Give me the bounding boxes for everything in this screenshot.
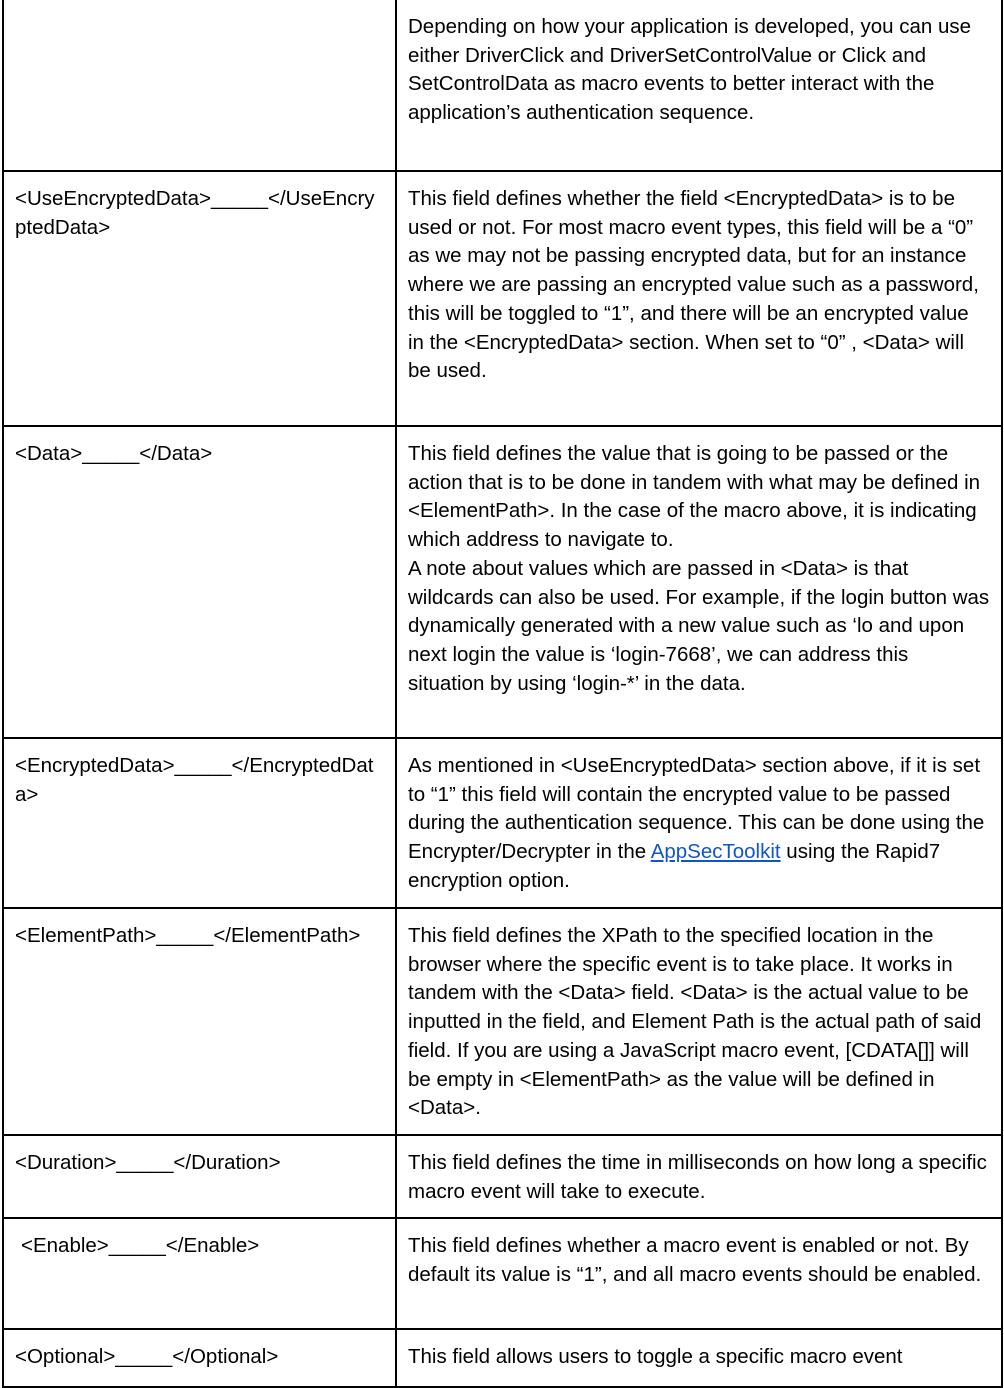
- field-description: This field allows users to toggle a specific macro event: [408, 1345, 903, 1368]
- table-row: [3, 1218, 1002, 1329]
- field-name: <EncryptedData>_____</EncryptedData>: [15, 754, 374, 806]
- table-row: [3, 738, 1002, 908]
- field-name-cell: [3, 1218, 396, 1329]
- field-description: This field defines the time in milliseconds on how long a specific macro event will take to execute.: [408, 1151, 987, 1203]
- macro-fields-table: [2, 0, 1003, 1388]
- table-row: [3, 1135, 1002, 1218]
- description-cell: [396, 738, 1002, 908]
- field-name-cell: [3, 1329, 396, 1387]
- field-name-cell: [3, 1135, 396, 1218]
- description-cell: [396, 1218, 1002, 1329]
- description-cell: [396, 0, 1002, 171]
- field-name: <Optional>_____</Optional>: [15, 1345, 279, 1368]
- field-description: This field defines whether a macro event is enabled or not. By default its value is “1”, and all macro events should be enabled.: [408, 1234, 982, 1286]
- description-cell: [396, 908, 1002, 1135]
- appsectoolkit-link[interactable]: AppSecToolkit: [650, 840, 781, 864]
- description-cell: [396, 426, 1002, 738]
- table-row: [3, 426, 1002, 738]
- table-row: [3, 0, 1002, 171]
- field-description-note: A note about values which are passed in <Data> is that wildcards can also be used. For example, if the login button was dynamically generated with a new value such as ‘lo and upon next login the value is ‘login-7668’, we can address this situation by using ‘login-*’ in the data.: [408, 556, 990, 695]
- field-name: <ElementPath>_____</ElementPath>: [15, 924, 361, 947]
- field-name: <Duration>_____</Duration>: [15, 1151, 281, 1174]
- field-name: <Data>_____</Data>: [15, 442, 213, 465]
- table-row: [3, 171, 1002, 426]
- field-name-cell: [3, 908, 396, 1135]
- description-cell: [396, 1329, 1002, 1387]
- field-description-tail: using the Rapid7 encryption option.: [408, 840, 941, 892]
- description-cell: [396, 171, 1002, 426]
- field-description: This field defines the XPath to the specified location in the browser where the specific event is to take place. It works in tandem with the <Data> field. <Data> is the actual value to be inputted in the field, and Element Path is the actual path of said field. If you are using a JavaScript macro event, [CDATA[]] will be empty in <ElementPath> as the value will be defined in <Data>.: [408, 924, 982, 1120]
- description-cell: [396, 1135, 1002, 1218]
- field-name: <Enable>_____</Enable>: [21, 1234, 260, 1257]
- field-name-cell: [3, 0, 396, 171]
- field-description: As mentioned in <UseEncryptedData> section above, if it is set to “1” this field will contain the encrypted value to be passed during the authentication sequence. This can be done using the Encrypter/Decrypter in the: [408, 754, 985, 864]
- field-name: <UseEncryptedData>_____</UseEncryptedData>: [15, 187, 375, 239]
- field-name-cell: [3, 738, 396, 908]
- field-description: This field defines the value that is going to be passed or the action that is to be done in tandem with what may be defined in <ElementPath>. In the case of the macro above, it is indicating which address to navigate to.: [408, 442, 981, 552]
- table-row: [3, 1329, 1002, 1387]
- table-row: [3, 908, 1002, 1135]
- field-name-cell: [3, 171, 396, 426]
- field-name-cell: [3, 426, 396, 738]
- field-description: Depending on how your application is developed, you can use either DriverClick and DriverSetControlValue or Click and SetControlData as macro events to better interact with the application’s authentication sequence.: [408, 15, 971, 125]
- field-description: This field defines whether the field <EncryptedData> is to be used or not. For most macro event types, this field will be a “0” as we may not be passing encrypted data, but for an instance where we are passing an encrypted value such as a password, this will be toggled to “1”, and there will be an encrypted value in the <EncryptedData> section. When set to “0” , <Data> will be used.: [408, 187, 979, 383]
